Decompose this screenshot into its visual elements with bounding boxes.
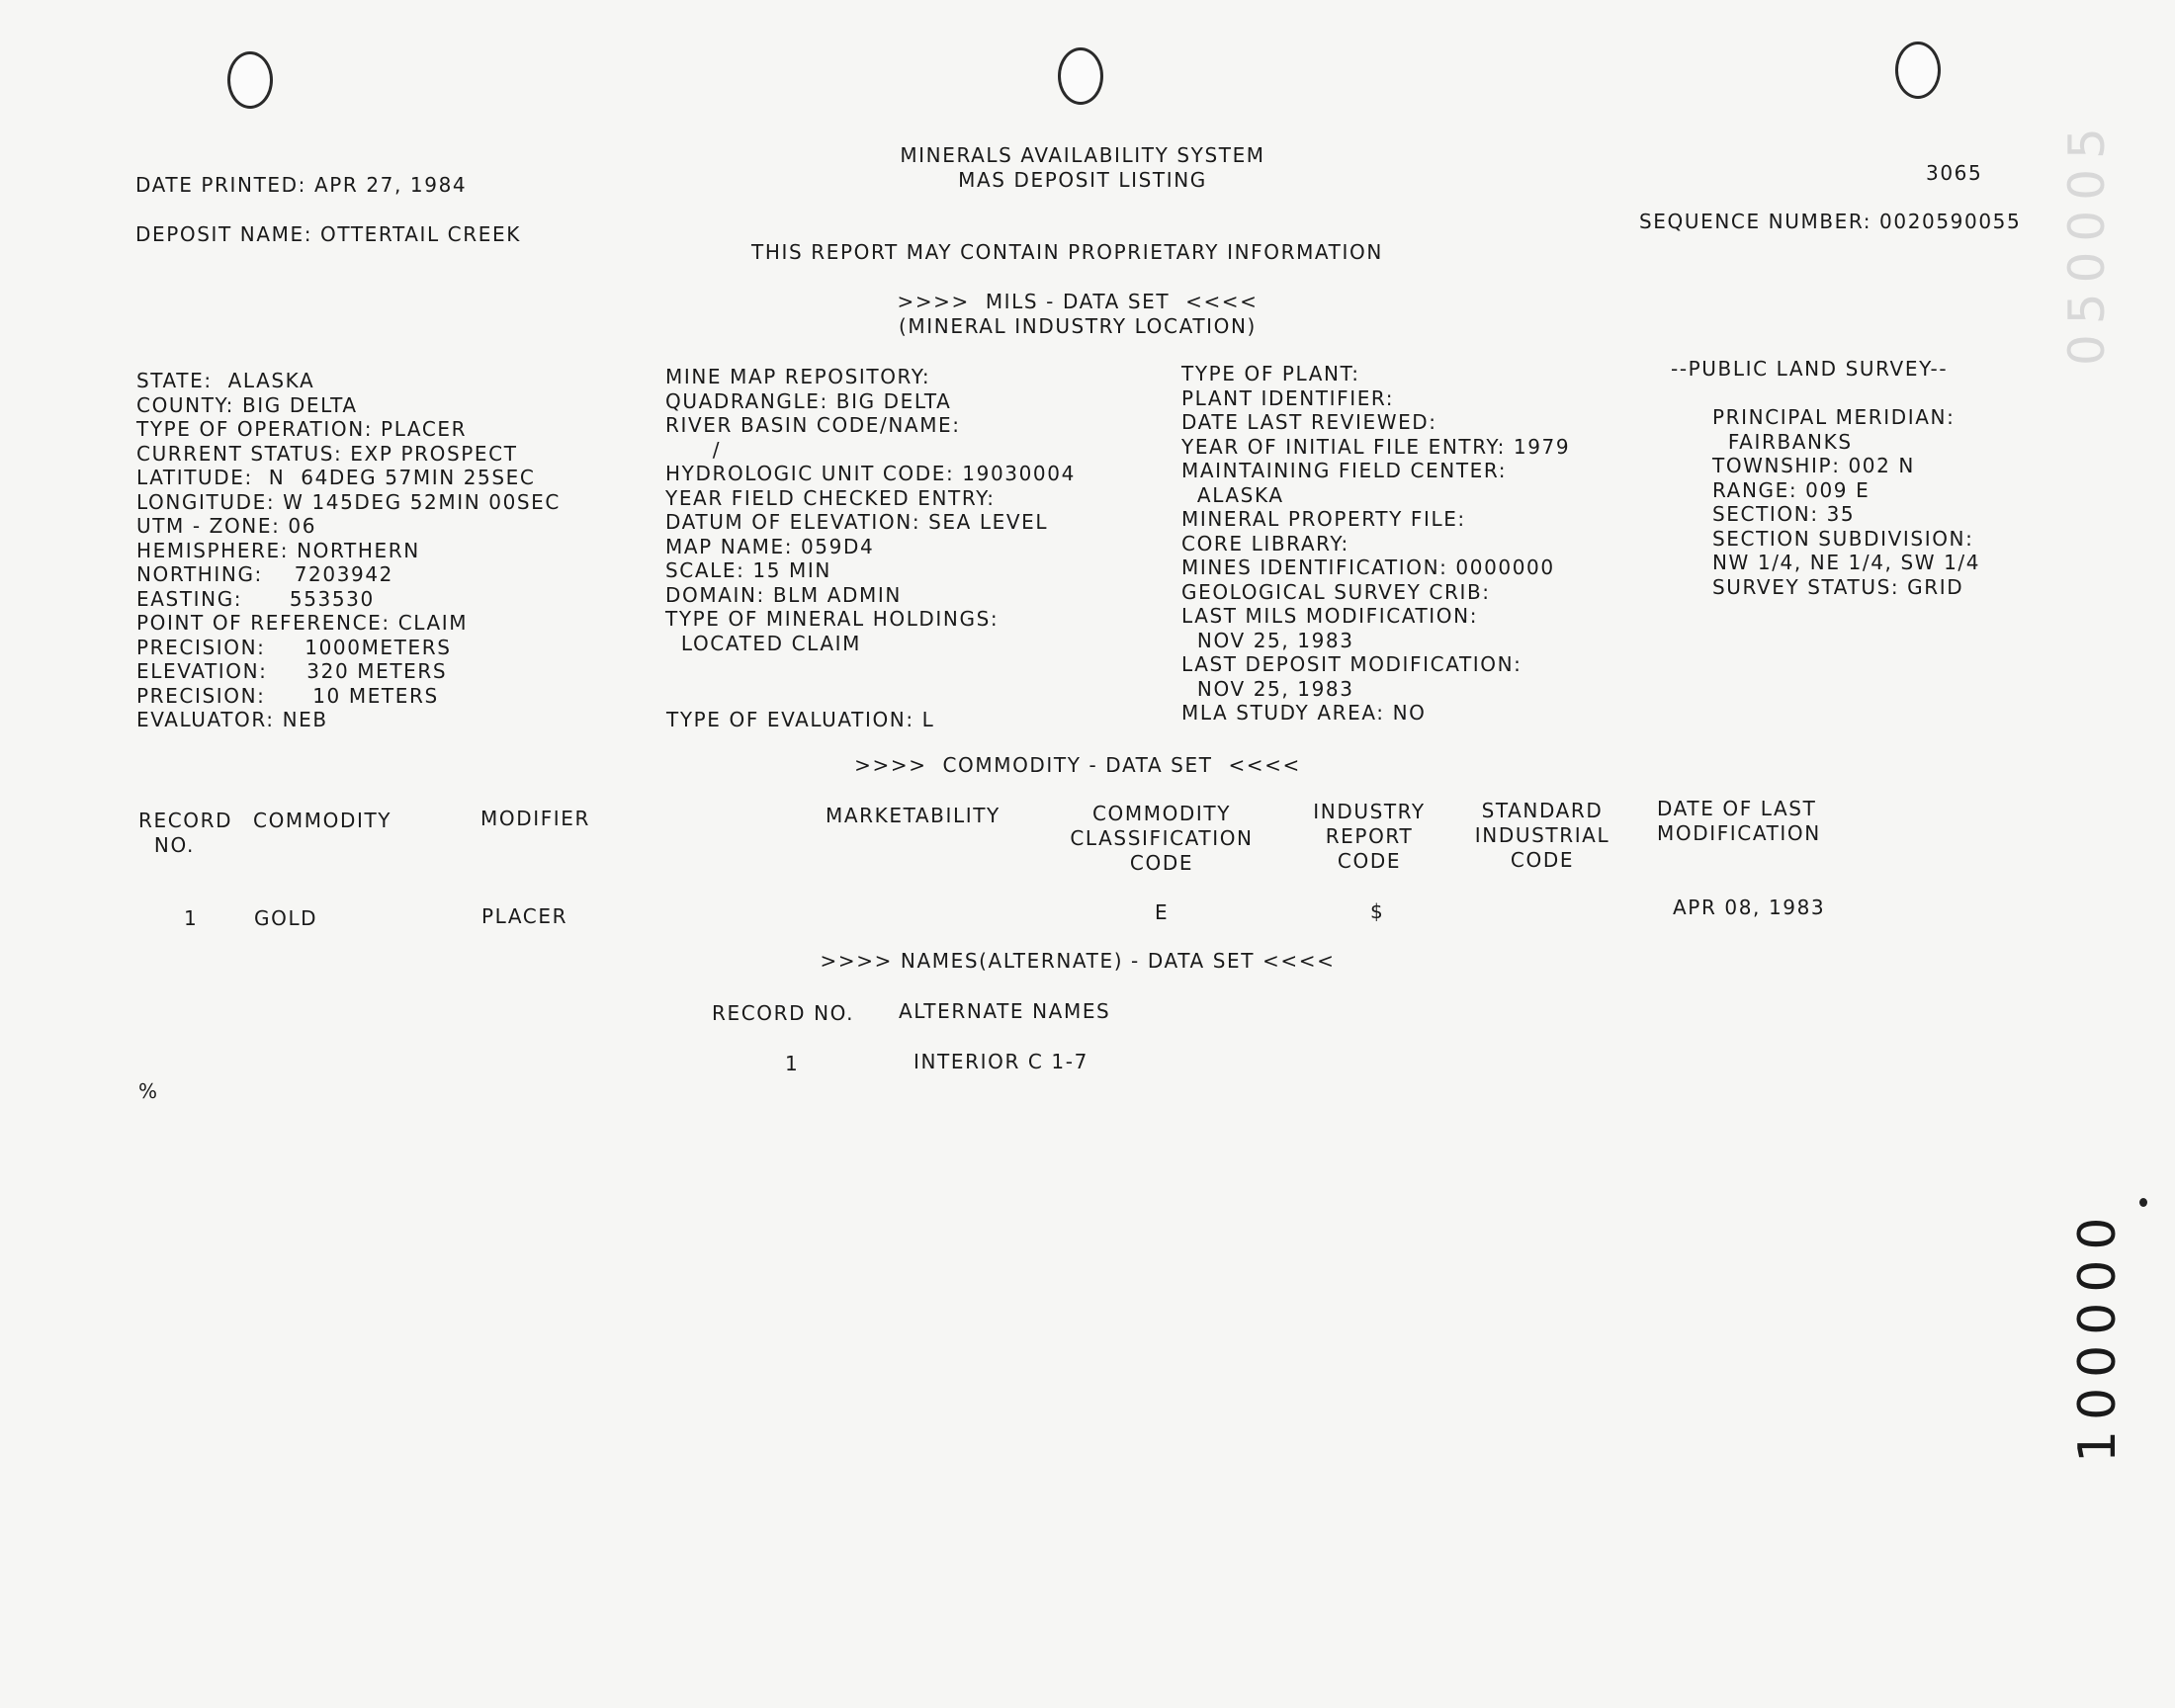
side-stamp-faint: 050005 (2058, 118, 2116, 366)
proprietary-notice: THIS REPORT MAY CONTAIN PROPRIETARY INFORMATION (751, 240, 1383, 264)
field-map-name: MAP NAME: 059D4 (665, 534, 875, 558)
field-type-of-evaluation: TYPE OF EVALUATION: L (666, 708, 935, 731)
field-survey-status: SURVEY STATUS: GRID (1712, 574, 1964, 599)
punch-hole-center (1058, 47, 1103, 105)
field-type-of-plant: TYPE OF PLANT: (1181, 362, 1360, 385)
plant-column (1181, 362, 1570, 726)
field-evaluator: EVALUATOR: NEB (136, 708, 328, 731)
field-type-of-operation: TYPE OF OPERATION: PLACER (136, 417, 468, 441)
mils-section-subtitle: (MINERAL INDUSTRY LOCATION) (899, 314, 1257, 338)
deposit-name: DEPOSIT NAME: OTTERTAIL CREEK (135, 222, 521, 246)
field-core-library: CORE LIBRARY: (1181, 531, 1349, 555)
names-row-record-no: 1 (785, 1052, 800, 1075)
field-maintaining-field-center: MAINTAINING FIELD CENTER: (1181, 459, 1508, 482)
date-printed: DATE PRINTED: APR 27, 1984 (135, 173, 468, 197)
commodity-header-classification: COMMODITY CLASSIFICATION CODE (1070, 802, 1254, 875)
commodity-header-modifier: MODIFIER (480, 807, 591, 830)
field-year-initial-entry: YEAR OF INITIAL FILE ENTRY: 1979 (1181, 434, 1571, 459)
field-easting: EASTING: 553530 (136, 586, 375, 611)
field-mines-identification: MINES IDENTIFICATION: 0000000 (1181, 555, 1555, 579)
footer-mark: % (138, 1079, 159, 1103)
field-principal-meridian-value: FAIRBANKS (1712, 429, 1853, 454)
commodity-row-commodity: GOLD (254, 906, 318, 930)
side-stamp: 100000 (2068, 1207, 2128, 1463)
names-header-record-no: RECORD NO. (712, 1001, 855, 1025)
field-elevation: ELEVATION: 320 METERS (136, 659, 448, 683)
ink-dot (2139, 1198, 2147, 1207)
field-river-basin: RIVER BASIN CODE/NAME: (665, 413, 961, 437)
field-mineral-holdings-value: LOCATED CLAIM (665, 631, 861, 655)
field-quadrangle: QUADRANGLE: BIG DELTA (665, 388, 952, 413)
field-type-of-mineral-holdings: TYPE OF MINERAL HOLDINGS: (665, 607, 1000, 631)
commodity-row-industry-report: $ (1370, 899, 1385, 923)
field-precision-elevation: PRECISION: 10 METERS (136, 683, 439, 708)
field-datum-of-elevation: DATUM OF ELEVATION: SEA LEVEL (665, 510, 1049, 534)
commodity-header-commodity: COMMODITY (253, 809, 392, 832)
field-mine-map-repository: MINE MAP REPOSITORY: (665, 365, 931, 388)
system-title: MINERALS AVAILABILITY SYSTEM (900, 143, 1265, 167)
field-utm-zone: UTM - ZONE: 06 (136, 514, 317, 538)
field-hydrologic-unit-code: HYDROLOGIC UNIT CODE: 19030004 (665, 462, 1076, 485)
map-column (665, 365, 1076, 655)
field-township: TOWNSHIP: 002 N (1712, 454, 1915, 477)
field-mineral-property-file: MINERAL PROPERTY FILE: (1181, 507, 1466, 531)
field-mla-study-area: MLA STUDY AREA: NO (1181, 701, 1427, 725)
field-last-deposit-modification: LAST DEPOSIT MODIFICATION: (1181, 652, 1522, 676)
field-plant-identifier: PLANT IDENTIFIER: (1181, 385, 1395, 410)
field-section-subdivision-value: NW 1/4, NE 1/4, SW 1/4 (1712, 551, 1981, 574)
names-section-title: >>>> NAMES(ALTERNATE) - DATA SET <<<< (820, 949, 1336, 973)
field-last-mils-modification-date: NOV 25, 1983 (1181, 628, 1354, 652)
location-column (136, 369, 561, 732)
field-section: SECTION: 35 (1712, 502, 1856, 526)
field-northing: NORTHING: 7203942 (136, 562, 393, 586)
field-last-mils-modification: LAST MILS MODIFICATION: (1181, 604, 1479, 628)
field-date-last-reviewed: DATE LAST REVIEWED: (1181, 410, 1437, 434)
field-state: STATE: ALASKA (136, 369, 315, 392)
punch-hole-right (1895, 42, 1941, 99)
names-row-alternate-name: INTERIOR C 1-7 (914, 1050, 1088, 1073)
field-scale: SCALE: 15 MIN (665, 558, 831, 582)
field-year-field-checked: YEAR FIELD CHECKED ENTRY: (665, 485, 996, 510)
field-river-basin-value: / (665, 437, 722, 462)
page-number: 3065 (1926, 161, 1983, 185)
field-principal-meridian: PRINCIPAL MERIDIAN: (1712, 405, 1956, 429)
field-geological-survey-crib: GEOLOGICAL SURVEY CRIB: (1181, 579, 1491, 604)
commodity-row-classification: E (1155, 900, 1170, 924)
commodity-header-record-no: RECORD NO. (138, 809, 233, 857)
commodity-header-industry-report: INDUSTRY REPORT CODE (1313, 800, 1426, 873)
field-precision-location: PRECISION: 1000METERS (136, 635, 452, 659)
field-hemisphere: HEMISPHERE: NORTHERN (136, 538, 420, 562)
commodity-header-sic: STANDARD INDUSTRIAL CODE (1474, 799, 1610, 872)
field-point-of-reference: POINT OF REFERENCE: CLAIM (136, 611, 469, 635)
commodity-header-marketability: MARKETABILITY (826, 804, 1000, 827)
field-current-status: CURRENT STATUS: EXP PROSPECT (136, 441, 518, 466)
commodity-row-record-no: 1 (184, 906, 199, 930)
listing-title: MAS DEPOSIT LISTING (958, 168, 1207, 192)
commodity-header-date-last-modification: DATE OF LAST MODIFICATION (1657, 797, 1821, 845)
field-last-deposit-modification-date: NOV 25, 1983 (1181, 676, 1354, 701)
public-land-survey-column (1712, 405, 1980, 599)
punch-hole-left (227, 51, 273, 109)
field-county: COUNTY: BIG DELTA (136, 392, 358, 417)
commodity-row-modifier: PLACER (481, 904, 568, 928)
field-section-subdivision: SECTION SUBDIVISION: (1712, 526, 1974, 551)
sequence-number: SEQUENCE NUMBER: 0020590055 (1639, 210, 2022, 233)
field-longitude: LONGITUDE: W 145DEG 52MIN 00SEC (136, 489, 561, 514)
public-land-survey-title: --PUBLIC LAND SURVEY-- (1671, 357, 1949, 381)
mils-section-title: >>>> MILS - DATA SET <<<< (897, 290, 1259, 313)
commodity-section-title: >>>> COMMODITY - DATA SET <<<< (854, 753, 1301, 777)
field-domain: DOMAIN: BLM ADMIN (665, 582, 902, 607)
field-latitude: LATITUDE: N 64DEG 57MIN 25SEC (136, 466, 536, 489)
field-range: RANGE: 009 E (1712, 477, 1870, 502)
commodity-row-date-last-modification: APR 08, 1983 (1673, 896, 1826, 919)
names-header-alternate-names: ALTERNATE NAMES (899, 999, 1111, 1023)
field-field-center-value: ALASKA (1181, 482, 1284, 507)
